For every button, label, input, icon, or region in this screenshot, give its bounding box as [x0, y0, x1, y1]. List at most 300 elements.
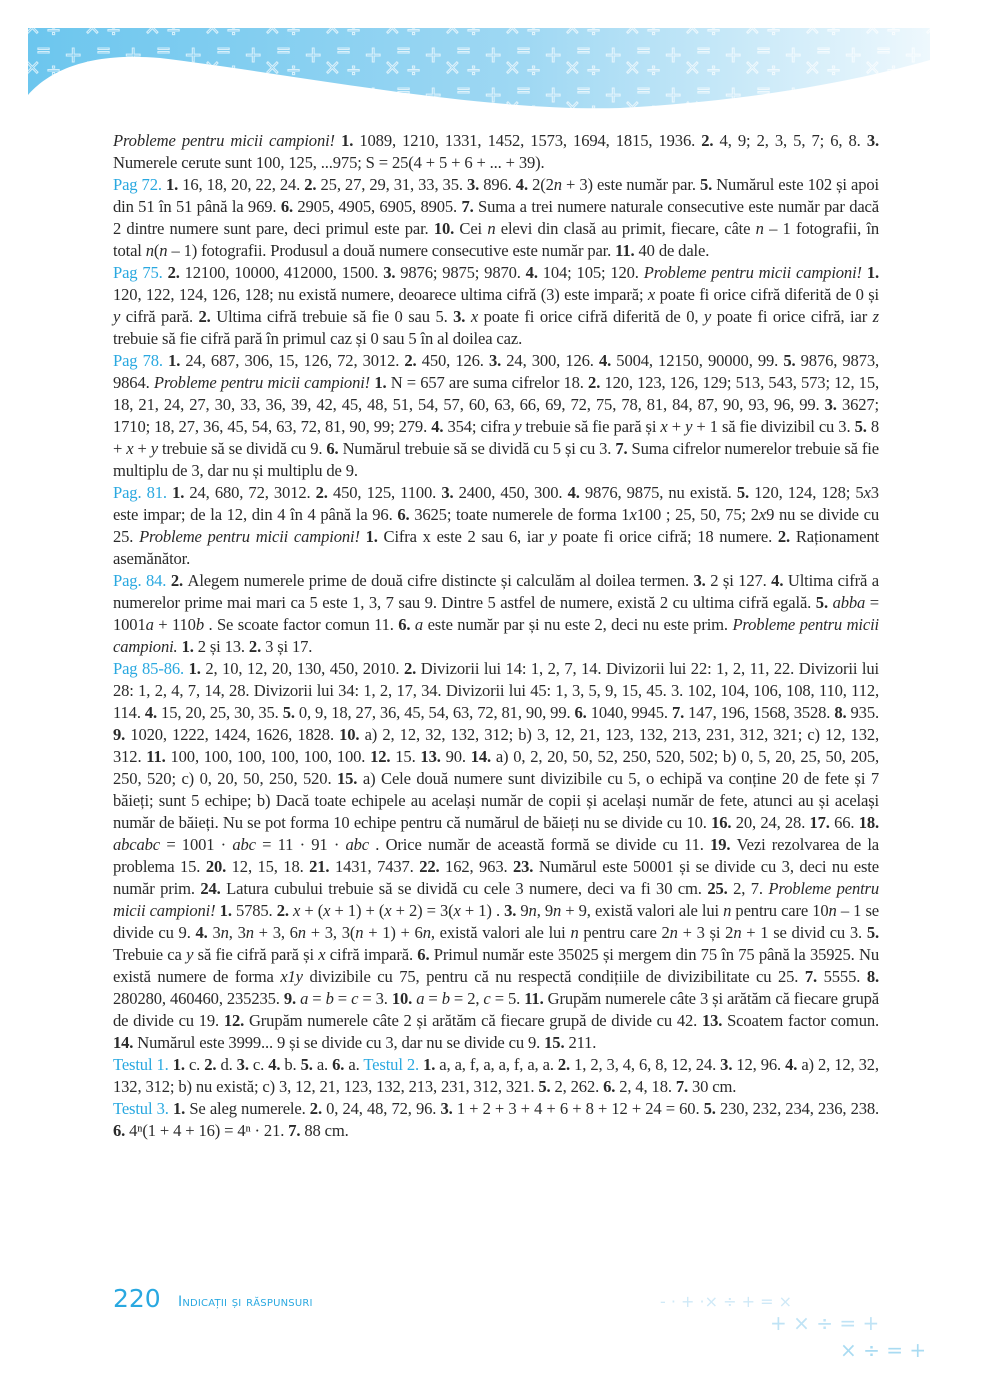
answer-text: + 110 — [153, 615, 196, 634]
item-number: 23. — [513, 857, 539, 876]
answer-text: + 3) este număr par. — [561, 175, 700, 194]
item-number: 13. — [420, 747, 446, 766]
answer-text: = — [308, 989, 326, 1008]
page-reference-label: Pag 75. — [113, 263, 168, 282]
page-reference-label: Testul 1. — [113, 1055, 173, 1074]
item-number: 5. — [282, 703, 299, 722]
answer-text: trebuie să se dividă cu 9. — [157, 439, 327, 458]
answer-text: a, a, f, a, a, f, a, a. — [439, 1055, 558, 1074]
item-number: 2. — [167, 263, 185, 282]
answer-text: poate fi orice cifră; 18 numere. — [556, 527, 778, 546]
italic-text: x — [629, 505, 637, 524]
item-number: 7. — [675, 1077, 693, 1096]
item-number: 12. — [370, 747, 396, 766]
answer-text: poate fi orice cifră, iar — [711, 307, 873, 326]
answer-text: 0, 24, 48, 72, 96. — [326, 1099, 441, 1118]
answer-text: + 2) = 3( — [391, 901, 454, 920]
answer-text: 450, 126. — [421, 351, 489, 370]
answer-text: 1, 2, 3, 4, 6, 8, 12, 24. — [574, 1055, 721, 1074]
answer-paragraph — [113, 130, 879, 174]
item-number: 6. — [398, 615, 415, 634]
answer-text: Alegem numerele prime de două cifre distincte și calculăm al doilea termen. — [187, 571, 694, 590]
answer-text: = 5. — [490, 989, 525, 1008]
italic-text: Probleme pentru micii campioni! — [643, 263, 867, 282]
item-number: 4. — [144, 703, 162, 722]
item-number: 14. — [113, 1033, 138, 1052]
italic-text: x — [647, 285, 656, 304]
item-number: 5. — [815, 593, 833, 612]
italic-text: n — [755, 219, 764, 238]
answer-text: – 1 se divide cu 9. — [113, 901, 879, 942]
answer-text: Latura cubului trebuie să se dividă cu cele 3 numere, deci va fi 30 cm. — [226, 879, 708, 898]
item-number: 6. — [332, 1055, 349, 1074]
italic-text: x — [453, 901, 461, 920]
answer-text: , există valori ale lui — [430, 923, 571, 942]
italic-text: n — [487, 219, 496, 238]
item-number: 7. — [804, 967, 824, 986]
answer-text: a) 2, 12, 32, 132, 312; b) 3, 12, 21, 123, 132, 213, 231, 312, 321; c) 12, 132, 312. — [113, 725, 879, 766]
answer-text: 1040, 9945. — [590, 703, 672, 722]
item-number: 6. — [113, 1121, 130, 1140]
italic-text: n — [422, 923, 431, 942]
italic-text: Probleme pentru micii campioni. — [113, 615, 880, 656]
answer-text: a. — [316, 1055, 333, 1074]
page-reference-label: Pag 78. — [113, 351, 169, 370]
italic-text: n — [828, 901, 837, 920]
italic-text: Probleme pentru micii campioni! — [153, 373, 375, 392]
item-number: 3. — [824, 395, 842, 414]
answer-text: Grupăm numerele câte 3 și arătăm că fiecare grupă de divide cu 19. — [113, 989, 879, 1030]
answer-text: + 1) + ( — [330, 901, 385, 920]
answer-text: = — [424, 989, 442, 1008]
answer-text: 2, 7. — [733, 879, 769, 898]
item-number: 5. — [699, 175, 717, 194]
answer-text: + 3, 6 — [253, 923, 298, 942]
answer-text: 12, 15, 18. — [231, 857, 310, 876]
answer-text: 2(2 — [532, 175, 554, 194]
answer-text: 935. — [850, 703, 879, 722]
answer-text: pentru care 10 — [731, 901, 829, 920]
italic-text: abc — [345, 835, 369, 854]
answer-text: Numărul trebuie să se dividă cu 5 și cu 3. — [342, 439, 616, 458]
answer-text: + 1 se divid cu 3. — [741, 923, 867, 942]
svg-text:× ÷ = +: × ÷ = + — [840, 1338, 927, 1362]
answer-text: cifră pară. — [120, 307, 199, 326]
italic-text: Probleme pentru micii campioni! — [113, 131, 342, 150]
answer-text: 24, 687, 306, 15, 126, 72, 3012. — [185, 351, 405, 370]
answer-text: poate fi orice cifră diferită de 0 și — [655, 285, 879, 304]
answer-text: Numărul este 3999... 9 și se divide cu 3, dar nu se divide cu 9. — [137, 1033, 545, 1052]
item-number: 10. — [391, 989, 417, 1008]
answer-text: + — [667, 417, 686, 436]
answer-paragraph — [113, 1098, 879, 1142]
answer-paragraph — [113, 262, 879, 350]
answer-text: , 9 — [536, 901, 553, 920]
item-number: 9. — [283, 989, 301, 1008]
answer-text: 9 nu se divide cu 25. — [113, 505, 879, 546]
italic-text: n — [159, 241, 168, 260]
item-number: 5. — [300, 1055, 317, 1074]
answer-text: – 1) fotografii. Produsul a două numere consecutive este număr par. — [167, 241, 616, 260]
item-number: 1. — [172, 1099, 190, 1118]
italic-text: y — [549, 527, 557, 546]
answer-paragraph — [113, 570, 879, 658]
answer-text: 8 + — [113, 417, 879, 458]
item-number: 2. — [248, 637, 266, 656]
item-number: 2. — [588, 373, 605, 392]
item-number: 4. — [785, 1055, 802, 1074]
answer-text: d. — [220, 1055, 237, 1074]
italic-text: n — [145, 241, 154, 260]
answer-text: 5555. — [823, 967, 867, 986]
answer-text: 4, 9; 2, 3, 5, 7; 6, 8. — [719, 131, 867, 150]
answer-text: + 1) . — [460, 901, 505, 920]
answer-text: ( — [153, 241, 160, 260]
answer-text: + 3, 3( — [305, 923, 356, 942]
italic-text: y — [685, 417, 693, 436]
answer-text: b. — [284, 1055, 301, 1074]
italic-text: c — [351, 989, 359, 1008]
item-number: 3. — [466, 175, 484, 194]
page-reference-label: Pag. 81. — [113, 483, 173, 502]
answer-text: trebuie să fie cifră pară în primul caz și 0 sau 5 în al doilea caz. — [113, 329, 523, 348]
answer-text: 1431, 7437. — [334, 857, 420, 876]
item-number: 19. — [710, 835, 737, 854]
item-number: 4. — [567, 483, 585, 502]
answer-text: 104; 105; 120. — [542, 263, 644, 282]
answer-text: divizibile cu 75, pentru că nu respectă condițiile de divizibilitate cu 25. — [302, 967, 805, 986]
answer-text: 12, 96. — [736, 1055, 786, 1074]
answer-text: 280280, 460460, 235235. — [113, 989, 284, 1008]
answer-text: 88 cm. — [304, 1121, 349, 1140]
italic-text: c — [483, 989, 491, 1008]
answer-text: 2 și 127. — [710, 571, 772, 590]
item-number: 5. — [866, 923, 879, 942]
italic-text: x — [318, 945, 326, 964]
item-number: 2. — [309, 1099, 327, 1118]
item-number: 5. — [854, 417, 871, 436]
italic-text: x1y — [280, 967, 303, 986]
answer-text: 100 ; 25, 50, 75; 2 — [636, 505, 759, 524]
answer-text: Ultima cifră trebuie să fie 0 sau 5. — [216, 307, 454, 326]
answer-text: 147, 196, 1568, 3528. — [688, 703, 835, 722]
item-number: 6. — [326, 439, 343, 458]
item-number: 2. — [170, 571, 188, 590]
answer-text: Cei — [459, 219, 488, 238]
italic-text: n — [355, 923, 364, 942]
answer-text: , 3 — [228, 923, 246, 942]
answer-text: 24, 680, 72, 3012. — [189, 483, 316, 502]
answer-text: Numărul este 102 și apoi din 51 în 51 până la 969. — [113, 175, 879, 216]
answer-text: 3 este impar; de la 12, din 4 în 4 până la 96. — [113, 483, 879, 524]
italic-text: a — [300, 989, 309, 1008]
answer-text: 12100, 10000, 412000, 1500. — [184, 263, 384, 282]
item-number: 10. — [433, 219, 460, 238]
item-number: 2. — [557, 1055, 575, 1074]
item-number: 15. — [337, 769, 363, 788]
italic-text: Probleme pentru micii campioni! — [139, 527, 366, 546]
answer-text: 5004, 12150, 90000, 99. — [616, 351, 784, 370]
item-number: 11. — [615, 241, 639, 260]
italic-text: y — [703, 307, 712, 326]
answer-text: + — [133, 439, 151, 458]
answer-text: 9876; 9875; 9870. — [400, 263, 526, 282]
answer-text: 66. — [834, 813, 859, 832]
answer-text: Cifra x este 2 sau 6, iar — [383, 527, 550, 546]
item-number: 7. — [288, 1121, 305, 1140]
item-number: 3. — [488, 351, 507, 370]
answer-text: Vezi rezolvarea de la problema 15. — [113, 835, 879, 876]
item-number: 1. — [866, 263, 879, 282]
italic-text: b — [325, 989, 334, 1008]
answer-text: poate fi orice cifră diferită de 0, — [478, 307, 704, 326]
item-number: 2. — [304, 175, 321, 194]
italic-text: n — [723, 901, 732, 920]
item-number: 4. — [598, 351, 617, 370]
answer-text: 2, 4, 18. — [619, 1077, 676, 1096]
answer-text: 211. — [568, 1033, 597, 1052]
italic-text: x — [660, 417, 668, 436]
item-number: 3. — [440, 1099, 457, 1118]
italic-text: Probleme pentru micii campioni! — [113, 879, 880, 920]
item-number: 3. — [441, 483, 459, 502]
italic-text: y — [186, 945, 194, 964]
svg-text:+ × ÷ = +: + × ÷ = + — [770, 1311, 880, 1335]
item-number: 3. — [866, 131, 879, 150]
answer-text: Numerele cerute sunt 100, 125, ...975; S = 25(4 + 5 + 6 + ... + 39). — [113, 153, 545, 172]
item-number: 13. — [701, 1011, 728, 1030]
item-number: 21. — [309, 857, 335, 876]
item-number: 5. — [736, 483, 755, 502]
answer-text: 2905, 4905, 6905, 8905. — [297, 197, 462, 216]
answer-text: 3627; 1710; 18, 27, 36, 45, 54, 63, 72, 81, 90, 99; 279. — [113, 395, 879, 436]
answer-text: 9876, 9875, nu există. — [584, 483, 737, 502]
item-number: 3. — [453, 307, 471, 326]
item-number: 24. — [200, 879, 227, 898]
header-decoration-band — [0, 0, 992, 130]
answer-text: 30 cm. — [692, 1077, 737, 1096]
item-number: 18. — [858, 813, 880, 832]
italic-text: n — [297, 923, 306, 942]
answer-text: – 1 fotografii, în total — [113, 219, 880, 260]
item-number: 6. — [397, 505, 415, 524]
item-number: 2. — [204, 1055, 221, 1074]
item-number: 9. — [113, 725, 131, 744]
answers-text-body — [113, 130, 879, 1142]
italic-text: n — [528, 901, 537, 920]
answer-text: 1 + 2 + 3 + 4 + 6 + 8 + 12 + 24 = 60. — [456, 1099, 704, 1118]
answer-text: 24, 300, 126. — [506, 351, 599, 370]
answer-text: a. — [348, 1055, 364, 1074]
item-number: 4. — [771, 571, 788, 590]
answer-text: = 2, — [449, 989, 484, 1008]
item-number: 1. — [188, 659, 206, 678]
item-number: 6. — [280, 197, 298, 216]
answer-paragraph — [113, 174, 879, 262]
item-number: 1. — [165, 175, 183, 194]
item-number: 2. — [404, 351, 422, 370]
item-number: 4. — [525, 263, 543, 282]
item-number: 3. — [383, 263, 401, 282]
answer-text: . Orice număr de această formă se divide cu 11. — [369, 835, 711, 854]
item-number: 3. — [720, 1055, 737, 1074]
answer-text: a) 0, 2, 20, 50, 52, 250, 520, 502; b) 0, 5, 20, 25, 50, 205, 250, 520; c) 0, 20, 50, 250, 520. — [113, 747, 880, 788]
item-number: 1. — [341, 131, 360, 150]
answer-text: 3 și 17. — [265, 637, 313, 656]
italic-text: n — [553, 901, 562, 920]
italic-text: abc — [232, 835, 256, 854]
item-number: 1. — [168, 351, 186, 370]
page-reference-label: Testul 2. — [363, 1055, 424, 1074]
item-number: 1. — [172, 483, 190, 502]
italic-text: n — [570, 923, 579, 942]
answer-text: 20, 24, 28. — [735, 813, 810, 832]
answer-paragraph — [113, 350, 879, 482]
italic-text: x — [323, 901, 331, 920]
italic-text: b — [441, 989, 450, 1008]
item-number: 11. — [146, 747, 171, 766]
answer-text: 3 — [212, 923, 221, 942]
italic-text: x — [863, 483, 871, 502]
answer-text: a) Cele două numere sunt divizibile cu 5, o echipă va conține 20 de fete și 7 băieți; sunt 5 echipe; b) Dacă toate echipele au același număr de copii și același număr de fete, atunci au și același număr de băieți. Nu se pot forma 10 echipe pentru că numărul de băieți nu se divide cu 10. — [113, 769, 879, 832]
item-number: 2. — [198, 307, 217, 326]
italic-text: n — [553, 175, 562, 194]
italic-text: x — [293, 901, 301, 920]
answer-text: 162, 963. — [445, 857, 513, 876]
item-number: 7. — [615, 439, 632, 458]
item-number: 4. — [268, 1055, 285, 1074]
item-number: 15. — [544, 1033, 569, 1052]
answer-text: = 3. — [358, 989, 392, 1008]
answer-text: + ( — [300, 901, 324, 920]
answer-text: Divizorii lui 14: 1, 2, 7, 14. Divizorii lui 22: 1, 2, 11, 22. Divizorii lui 28: 1, 2, 4, 7, 14, 28. Divizorii lui 34: 1, 2, 17, 34. Divizorii lui 45: 1, 3, 5, 9, 15, 45. 3. 102, 104, 106, 108, 110, 112, 114. — [113, 659, 879, 722]
answer-paragraph — [113, 482, 879, 570]
answer-text: Suma a trei numere naturale consecutive este număr par dacă 2 dintre numere sunt pare, deci primul este par. — [113, 197, 879, 238]
item-number: 20. — [205, 857, 232, 876]
page-reference-label: Pag 72. — [113, 175, 166, 194]
item-number: 4. — [195, 923, 213, 942]
answer-text: 90. — [445, 747, 471, 766]
item-number: 3. — [504, 901, 521, 920]
item-number: 2. — [777, 527, 796, 546]
item-number: 1. — [181, 637, 198, 656]
italic-text: abba — [832, 593, 866, 612]
answer-text: 1020, 1222, 1424, 1626, 1828. — [130, 725, 340, 744]
item-number: 7. — [461, 197, 479, 216]
answer-text: = 1001 — [113, 593, 879, 634]
italic-text: z — [872, 307, 879, 326]
answer-text: 120, 122, 124, 126, 128; nu există numere, deoarece ultima cifră (3) este impară; — [113, 285, 648, 304]
page-reference-label: Pag. 84. — [113, 571, 171, 590]
answer-text: = 11 · 91 · — [255, 835, 346, 854]
item-number: 17. — [809, 813, 835, 832]
item-number: 8. — [834, 703, 851, 722]
italic-text: a — [414, 615, 424, 634]
item-number: 5. — [538, 1077, 555, 1096]
svg-text:- · + ·× ÷ + = ×: - · + ·× ÷ + = × — [660, 1292, 792, 1311]
item-number: 2. — [403, 659, 421, 678]
answer-text: 354; cifra — [447, 417, 515, 436]
answer-text: Primul număr este 35025 și mergem din 75 în 75 până la 35925. Nu există numere de forma — [113, 945, 879, 986]
answer-text: Numărul este 50001 și se divide cu 3, deci nu este număr prim. — [113, 857, 879, 898]
item-number: 3. — [693, 571, 711, 590]
answer-text: 0, 9, 18, 27, 36, 45, 54, 63, 72, 81, 90, 99. — [298, 703, 575, 722]
italic-text: y — [113, 307, 121, 326]
item-number: 12. — [223, 1011, 249, 1030]
answer-text: este număr par și nu este 2, deci nu este prim. — [423, 615, 733, 634]
answer-text: 2 și 13. — [197, 637, 249, 656]
answer-paragraph — [113, 658, 879, 1054]
item-number: 2. — [276, 901, 294, 920]
answer-text: + 9, există valori ale lui — [561, 901, 724, 920]
footer-decoration — [540, 1285, 960, 1365]
item-number: 8. — [866, 967, 879, 986]
answer-text: Grupăm numerele câte 2 și arătăm că fiecare grupă de divide cu 42. — [248, 1011, 702, 1030]
answer-text: 9876, 9873, 9864. — [113, 351, 879, 392]
italic-text: n — [669, 923, 678, 942]
italic-text: y — [150, 439, 158, 458]
answer-text: 2, 10, 12, 20, 130, 450, 2010. — [205, 659, 404, 678]
italic-text: a — [145, 615, 154, 634]
italic-text: x — [470, 307, 479, 326]
item-number: 6. — [574, 703, 591, 722]
item-number: 1. — [172, 1055, 189, 1074]
answer-text: c. — [188, 1055, 205, 1074]
item-number: 25. — [707, 879, 734, 898]
item-number: 4. — [515, 175, 533, 194]
answer-text: 40 de dale. — [638, 241, 710, 260]
answer-text: să fie cifră pară și — [193, 945, 319, 964]
item-number: 5. — [783, 351, 801, 370]
answer-text: 15, 20, 25, 30, 35. — [161, 703, 283, 722]
item-number: 2. — [315, 483, 333, 502]
answer-text: + 1) + 6 — [363, 923, 423, 942]
italic-text: x — [384, 901, 392, 920]
italic-text: n — [245, 923, 254, 942]
answer-text: = — [333, 989, 352, 1008]
answer-text: cifră impară. — [325, 945, 418, 964]
section-title: Indicații și răspunsuri — [178, 1294, 313, 1310]
answer-text: 15. — [395, 747, 421, 766]
answer-text: N = 657 are suma cifrelor 18. — [390, 373, 589, 392]
answer-text: a) 2, 12, 32, 132, 312; b) nu există; c) 3, 12, 21, 123, 132, 213, 231, 312, 321. — [113, 1055, 879, 1096]
item-number: 1. — [219, 901, 236, 920]
answer-text: + 3 și 2 — [677, 923, 734, 942]
answer-text: 120, 124, 128; 5 — [754, 483, 864, 502]
answer-text: Suma cifrelor numerelor trebuie să fie multiplu de 3, dar nu și multiplu de 9. — [113, 439, 879, 480]
answer-text: 2400, 450, 300. — [458, 483, 568, 502]
answer-text: 450, 125, 1100. — [332, 483, 442, 502]
answer-text: c. — [252, 1055, 269, 1074]
item-number: 14. — [470, 747, 496, 766]
answer-text: pentru care 2 — [578, 923, 670, 942]
answer-text: = 1001 · — [160, 835, 233, 854]
answer-text: 3625; toate numerele de forma 1 — [414, 505, 630, 524]
item-number: 3. — [236, 1055, 253, 1074]
answer-text: 1089, 1210, 1331, 1452, 1573, 1694, 1815, 1936. — [359, 131, 702, 150]
italic-text: y — [514, 417, 522, 436]
italic-text: abcabc — [113, 835, 161, 854]
answer-text: elevi din clasă au primit, fiecare, câte — [495, 219, 756, 238]
answer-text: 9 — [520, 901, 529, 920]
answer-text: 100, 100, 100, 100, 100, 100. — [170, 747, 371, 766]
answer-text: 230, 232, 234, 236, 238. — [720, 1099, 880, 1118]
answer-text: 2, 262. — [554, 1077, 604, 1096]
answer-text: 120, 123, 126, 129; 513, 543, 573; 12, 15, 18, 21, 24, 27, 30, 33, 36, 39, 42, 45, 48, 51, 54, 57, 60, 63, 66, 69, 72, 75, 78, 81, 84, 87, 90, 93, 96, 99. — [113, 373, 879, 414]
item-number: 6. — [417, 945, 434, 964]
italic-text: x — [126, 439, 134, 458]
page-number: 220 — [113, 1284, 161, 1313]
